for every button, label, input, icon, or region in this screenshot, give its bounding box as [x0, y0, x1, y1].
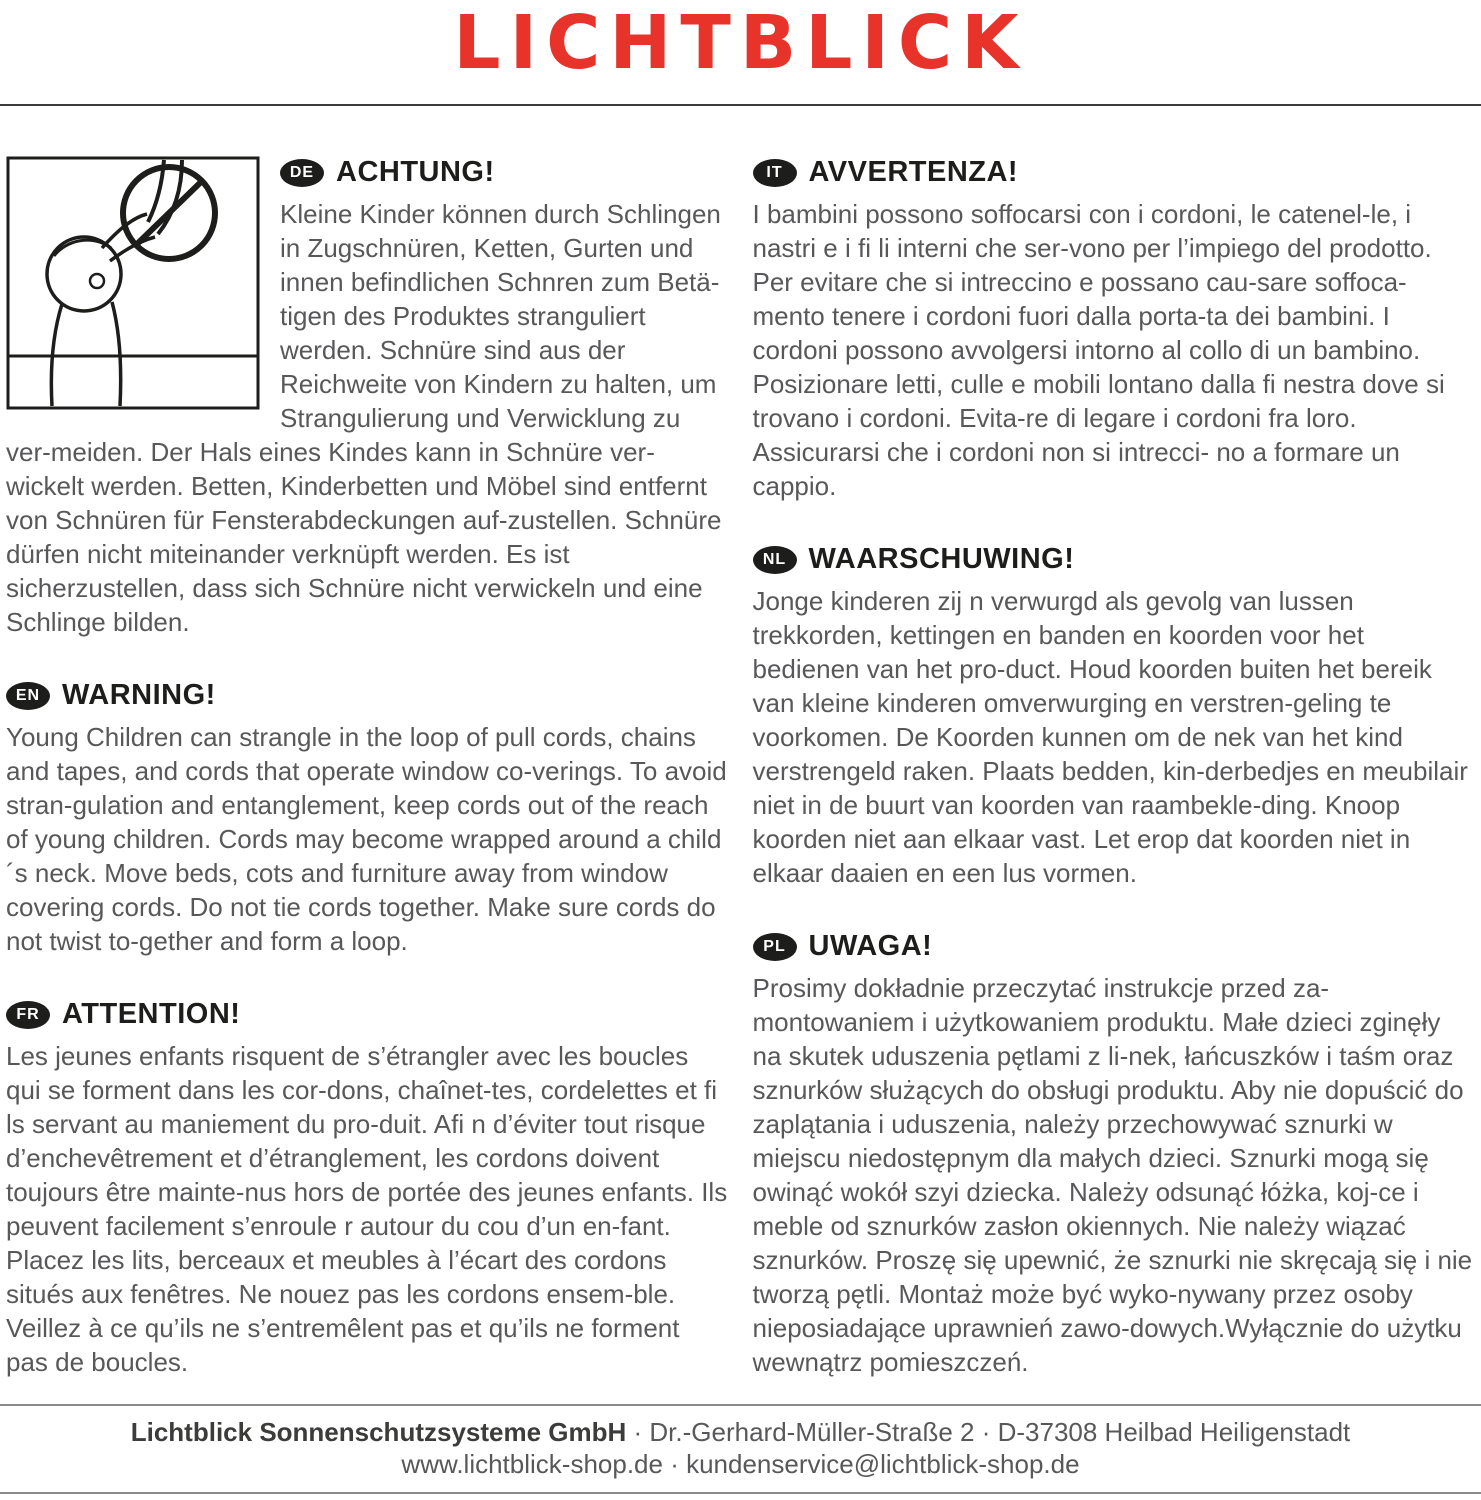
heading-text-nl: WAARSCHUWING!: [808, 543, 1075, 575]
lang-badge-en: EN: [6, 682, 50, 710]
right-column: [753, 152, 1476, 1379]
section-it: [753, 156, 1476, 503]
footer-contact: www.lichtblick-shop.de · kundenservice@lichtblick-shop.de: [401, 1449, 1080, 1479]
warning-text-nl: Jonge kinderen zij n verwurgd als gevolg van lussen trekkorden, kettingen en banden en koorden voor het bedienen van het pro-duct. Houd koorden buiten het bereik van kleine kinderen omverwurging en verstren-geling te voorkomen. De Koorden kunnen om de nek van het kind verstrengeld raken. Plaats bedden, kin-derbedjes en meubilair niet in de buurt van koorden van raambekle-ding. Knoop koorden niet aan elkaar vast. Let erop dat koorden niet in elkaar daaien en een lus vormen.: [752, 586, 1468, 888]
warning-text-it: I bambini possono soffocarsi con i cordoni, le catenel-le, i nastri e i fi li interni che ser-vono per l’impiego del prodotto. Per evitare che si intreccino e possano cau-sare soffoca-mento tenere i cordoni fuori dalla porta-ta dei bambini. I cordoni possono avvolgersi intorno al collo di un bambino. Posizionare letti, culle e mobili lontano dalla fi nestra dove si trovano i cordoni. Evita-re di legare i cordoni fra loro. Assicurarsi che i cordoni non si intrecci- no a formare un cappio.: [752, 199, 1445, 501]
section-en: [6, 679, 729, 958]
heading-text-it: AVVERTENZA!: [808, 156, 1019, 188]
section-en-heading: [6, 679, 729, 712]
section-pl-heading: [753, 930, 1476, 963]
company-address-line: [0, 1416, 1481, 1448]
lang-badge-nl: NL: [753, 546, 797, 574]
header-divider: [0, 104, 1481, 106]
section-de-heading: [280, 156, 729, 189]
section-pl: [753, 930, 1476, 1379]
section-it-heading: [753, 156, 1476, 189]
company-name: Lichtblick Sonnenschutzsysteme GmbH: [130, 1417, 627, 1447]
warning-text-de: Kleine Kinder können durch Schlingen in Zugschnüren, Ketten, Gurten und innen befindlichen Schnren zum Betä-tigen des Produktes stranguliert werden. Schnüre sind aus der Reichweite von Kindern zu halten, um Strangulierung und Verwicklung zu ver-meiden. Der Hals eines Kindes kann in Schnüre ver-wickelt werden. Betten, Kinderbetten und Möbel sind entfernt von Schnüren für Fensterabdeckungen auf-zustellen. Schnüre dürfen nicht miteinander verknüpft werden. Es ist sicherzustellen, dass sich Schnüre nicht verwickeln und eine Schlinge bilden.: [6, 199, 722, 637]
cord-strangulation-warning-illustration: [6, 156, 260, 410]
company-address: · Dr.-Gerhard-Müller-Straße 2 · D-37308 Heilbad Heiligenstadt: [626, 1417, 1351, 1447]
warning-text-pl: Prosimy dokładnie przeczytać instrukcje przed za-montowaniem i użytkowaniem produktu. Małe dzieci zginęły na skutek uduszenia pętlami z li-nek, łańcuszków i taśm oraz sznurków służących do obsługi produktu. Aby nie dopuścić do zaplątania i uduszenia, należy przechowywać sznurki w miejscu niedostępnym dla małych dzieci. Sznurki mogą się owinąć wokół szyi dziecka. Należy odsunąć łóżka, koj-ce i meble od sznurków zasłon okiennych. Nie należy wiązać sznurków. Proszę się upewnić, że sznurki nie skręcają się i nie tworzą pętli. Montaż może być wyko-nywany przez osoby nieposiadające uprawnień zawo-dowych.Wyłącznie do użytku wewnątrz pomieszczeń.: [752, 973, 1473, 1377]
lang-badge-de: DE: [280, 159, 324, 187]
warning-text-en: Young Children can strangle in the loop of pull cords, chains and tapes, and cords that operate window co-verings. To avoid stran-gulation and entanglement, keep cords out of the reach of young children. Cords may become wrapped around a child´s neck. Move beds, cots and furniture away from window covering cords. Do not tie cords together. Make sure cords do not twist to-gether and form a loop.: [6, 722, 727, 956]
section-nl-heading: [753, 543, 1476, 576]
lang-badge-fr: FR: [6, 1001, 50, 1029]
no-cord-pulling-icon: [6, 156, 260, 410]
lang-badge-it: IT: [753, 159, 797, 187]
header: [0, 0, 1481, 86]
warning-text-fr: Les jeunes enfants risquent de s’étrangler avec les boucles qui se forment dans les cor-dons, chaînet-tes, cordelettes et fi ls servant au maniement du pro-duit. Afi n d’éviter tout risque d’enchevêtrement et d’étranglement, les cordons doivent toujours être mainte-nus hors de portée des jeunes enfants. Ils peuvent facilement s’enroule r autour du cou d’un en-fant. Placez les lits, berceaux et meubles à l’écart des cordons situés aux fenêtres. Ne nouez pas les cordons ensem-ble. Veillez à ce qu’ils ne s’entremêlent pas et qu’ils ne forment pas de boucles.: [6, 1041, 728, 1377]
heading-text-en: WARNING!: [62, 679, 216, 711]
lichtblick-logo: LICHTBLICK: [453, 0, 1028, 86]
section-fr-heading: [6, 998, 729, 1031]
section-nl: [753, 543, 1476, 890]
heading-text-de: ACHTUNG!: [336, 156, 495, 188]
heading-text-pl: UWAGA!: [808, 930, 933, 962]
left-column: [6, 152, 729, 1379]
lang-badge-pl: PL: [753, 933, 797, 961]
content-columns: [0, 152, 1481, 1379]
section-fr: [6, 998, 729, 1379]
heading-text-fr: ATTENTION!: [62, 998, 241, 1030]
footer: [0, 1404, 1481, 1494]
